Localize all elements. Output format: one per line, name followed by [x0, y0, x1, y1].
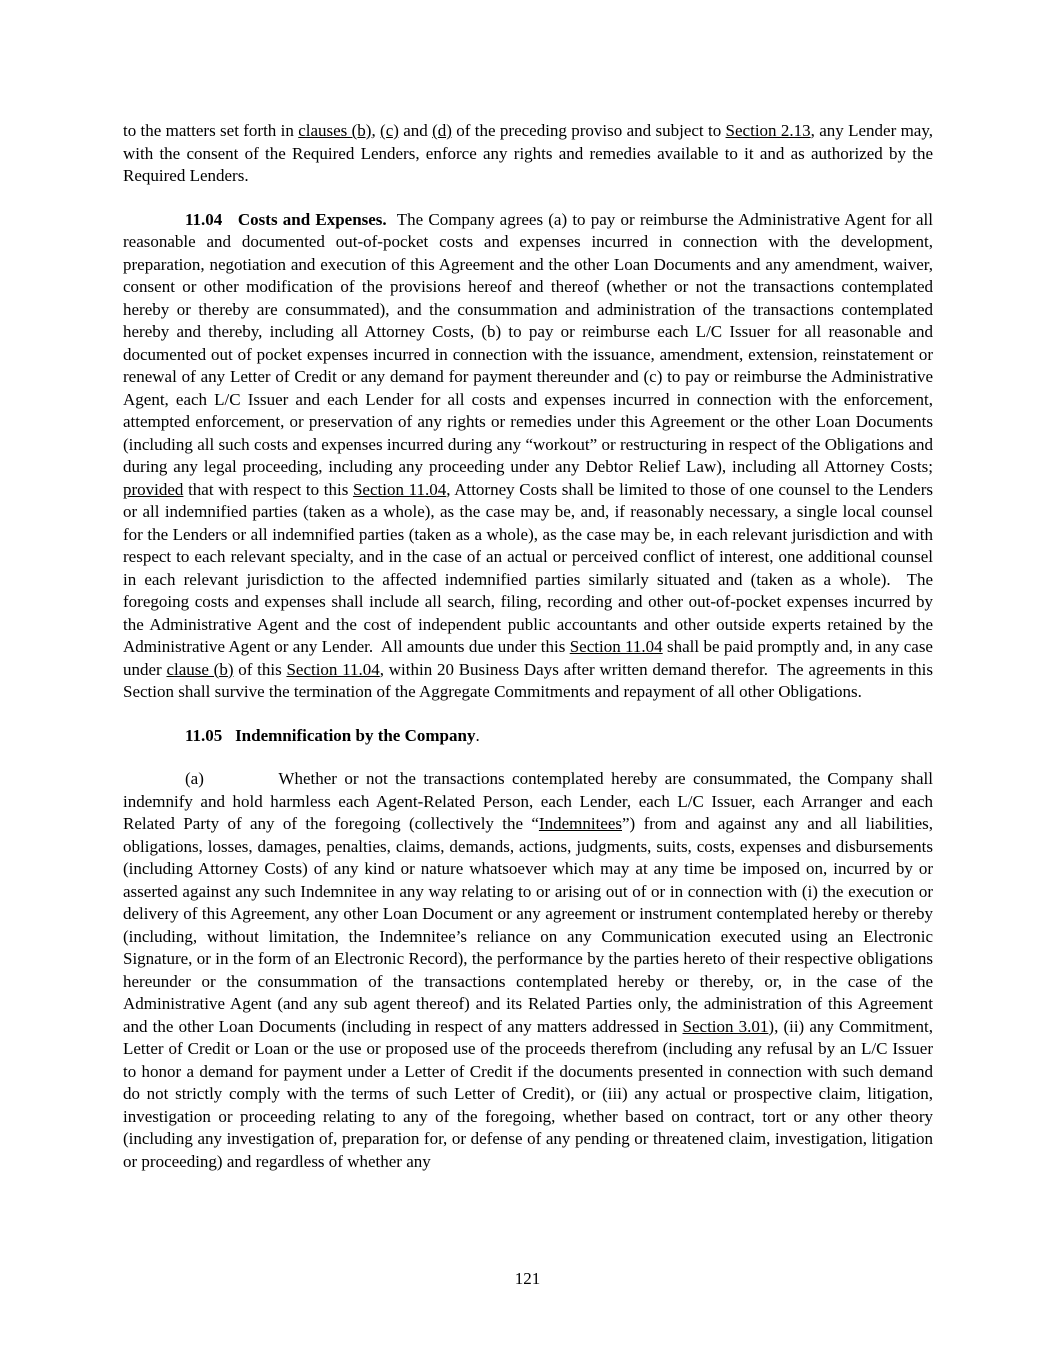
underlined-text: clauses (b)	[298, 121, 372, 140]
text-run	[222, 726, 235, 745]
document-body	[123, 120, 933, 1194]
page-number: 121	[514, 1268, 541, 1288]
text-run: of this	[233, 659, 287, 679]
text-run: , within 20 Business Days after written demand therefor. The agreements in this Section shall survive the termination of the Aggregate Commitments and repayment of all other Obligations.	[123, 659, 933, 701]
underlined-text: Section 11.04	[569, 637, 663, 656]
underlined-text: Section 3.01	[682, 1016, 769, 1036]
bold-text: 11.05	[185, 725, 223, 745]
underlined-text: (d)	[432, 121, 452, 140]
text-run: ), (ii) any Commitment, Letter of Credit or Loan or the use or proposed use of the proceeds therefrom (including any refusal by an L/C Issuer to honor a demand for payment under a Letter of Credit if the documents presented in connection with such demand do not strictly comply with the terms of such Letter of Credit), or (iii) any actual or prospective claim, litigation, investigation or proceeding relating to any of the foregoing, whether based on contract, tort or any other theory (including any investigation of, preparation for, or defense of any pending or threatened claim, investigation, litigation or proceeding) and regardless of whether any	[123, 1016, 933, 1171]
underlined-text: Section 2.13	[725, 121, 811, 140]
text-run: that with respect to this	[183, 479, 353, 499]
text-run: and	[398, 121, 433, 140]
text-run: to the matters set forth in	[123, 121, 299, 140]
text-run: , any Lender may, with the consent of the Required Lenders, enforce any rights and remedies available to it and as authorized by the Required Lenders.	[123, 121, 933, 185]
text-run: ,	[371, 121, 381, 140]
underlined-text: Section 11.04	[352, 479, 447, 499]
paragraph-continuation	[123, 120, 933, 188]
text-run	[222, 210, 238, 229]
underlined-text: (c)	[380, 121, 399, 140]
text-run: , Attorney Costs shall be limited to those of one counsel to the Lenders or all indemnified parties (taken as a whole), as the case may be, and, if reasonably necessary, a single local counsel for the Lenders or all indemnified parties (taken as a whole), as the case may be, in each relevant jurisdiction and with respect to each relevant specialty, and in the case of an actual or perceived conflict of interest, one additional counsel in each relevant jurisdiction to the affected indemnified parties similarly situated and (taken as a whole). The foregoing costs and expenses shall include all search, filing, recording and other out-of-pocket expenses incurred by the Administrative Agent and the cost of independent public accountants and other outside experts retained by the Administrative Agent or any Lender. All amounts due under this	[123, 479, 933, 656]
underlined-text: Indemnitees	[538, 814, 623, 833]
text-run: .	[475, 725, 480, 745]
underlined-text: clause (b)	[166, 659, 234, 679]
paragraph-section-11-05-a	[123, 768, 933, 1173]
text-run	[204, 769, 279, 788]
text-run: shall be paid promptly and, in any case under	[123, 637, 933, 679]
heading-section-11-05	[123, 725, 933, 748]
text-run: of the preceding proviso and subject to	[451, 121, 726, 140]
paragraph-section-11-04	[123, 209, 933, 704]
text-run: (a)	[185, 769, 204, 788]
bold-text: Indemnification by the Company	[235, 725, 476, 745]
underlined-text: Section 11.04	[286, 659, 380, 679]
bold-text: Costs and Expenses.	[237, 209, 387, 229]
bold-text: 11.04	[185, 209, 223, 229]
text-run: ”) from and against any and all liabilities, obligations, losses, damages, penalties, claims, demands, actions, judgments, suits, costs, expenses and disbursements (including Attorney Costs) of any kind or nature whatsoever which may at any time be imposed on, incurred by or asserted against any such Indemnitee in any way relating to or arising out of or in connection with (i) the execution or delivery of this Agreement, any other Loan Document or any agreement or instrument contemplated hereby or thereby (including, without limitation, the Indemnitee’s reliance on any Communication executed using an Electronic Signature, or in the form of an Electronic Record), the performance by the parties hereto of their respective obligations hereunder or the consummation of the transactions contemplated hereby or thereby, or, in the case of the Administrative Agent (and any sub agent thereof) and its Related Parties only, the administration of this Agreement and the other Loan Documents (including in respect of any matters addressed in	[123, 814, 933, 1036]
underlined-text: provided	[123, 479, 184, 499]
text-run: Whether or not the transactions contemplated hereby are consummated, the Company shall indemnify and hold harmless each Agent-Related Person, each Lender, each L/C Issuer, each Arranger and each Related Party of any of the foregoing (collectively the “	[123, 769, 933, 833]
text-run: The Company agrees (a) to pay or reimburse the Administrative Agent for all reasonable and documented out-of-pocket costs and expenses incurred in connection with the development, preparation, negotiation and execution of this Agreement and the other Loan Documents and any amendment, waiver, consent or other modification of the provisions hereof and thereof (whether or not the transactions contemplated hereby or thereby are consummated), and the consummation and administration of the transactions contemplated hereby and thereby, including all Attorney Costs, (b) to pay or reimburse each L/C Issuer for all reasonable and documented out of pocket expenses incurred in connection with the issuance, amendment, extension, reinstatement or renewal of any Letter of Credit or any demand for payment thereunder and (c) to pay or reimburse the Administrative Agent, each L/C Issuer and each Lender for all costs and expenses incurred in connection with the enforcement, attempted enforcement, or preservation of any rights or remedies under this Agreement or the other Loan Documents (including all such costs and expenses incurred during any “workout” or restructuring in respect of the Obligations and during any legal proceeding, including any proceeding under any Debtor Relief Law), including all Attorney Costs;	[123, 209, 933, 476]
